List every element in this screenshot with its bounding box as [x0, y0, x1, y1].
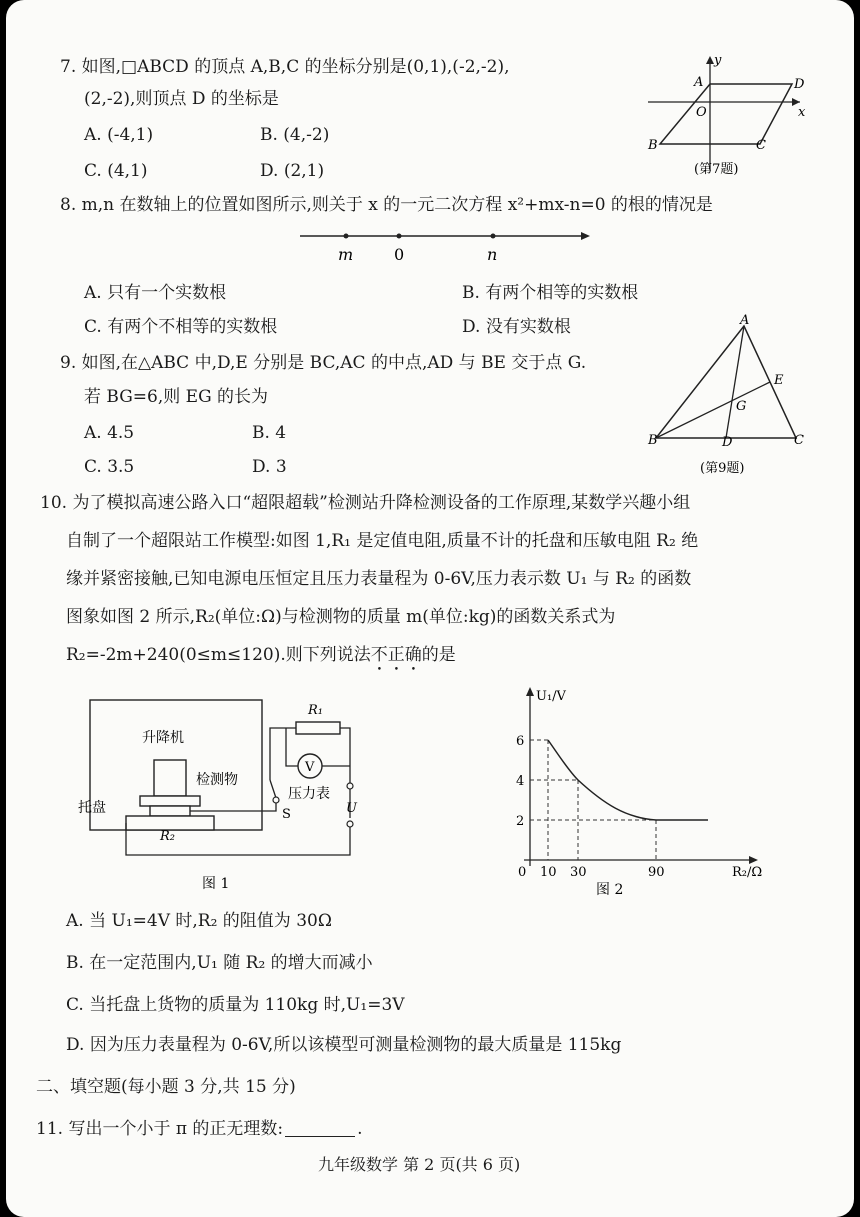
voltage-u-label: U [346, 801, 357, 816]
label-c: C [794, 433, 804, 448]
q11-end: . [357, 1119, 363, 1139]
chart-y-label: U₁/V [536, 689, 566, 704]
q11-answer-blank[interactable] [285, 1120, 355, 1137]
point-zero [397, 234, 402, 239]
y-tick-label-2: 6 [516, 734, 525, 749]
q10-line3: 缘并紧密接触,已知电源电压恒定且压力表量程为 0-6V,压力表示数 U₁ 与 R₂ 的函数 [66, 569, 692, 589]
label-zero: 0 [394, 245, 405, 264]
q8-option-c: C. 有两个不相等的实数根 [84, 317, 278, 337]
page-footer: 九年级数学 第 2 页(共 6 页) [318, 1155, 521, 1174]
section-2-heading: 二、填空题(每小题 3 分,共 15 分) [36, 1077, 296, 1097]
q7-caption: (第7题) [694, 162, 739, 177]
q8-number-line [296, 222, 596, 266]
x-tick-label-3: 90 [648, 865, 665, 880]
q7-option-d: D. (2,1) [260, 161, 325, 181]
exam-page [6, 0, 854, 1217]
label-x: x [798, 105, 806, 120]
r1-resistor [296, 722, 340, 734]
q10-line5-end: 的是 [421, 645, 456, 665]
wire-left [270, 728, 296, 780]
q9-figure [636, 312, 816, 478]
number-line-arrow [581, 232, 590, 240]
q9-option-b: B. 4 [252, 423, 287, 443]
label-e: E [774, 373, 784, 388]
meter-label: 压力表 [288, 786, 330, 802]
figure-2-caption: 图 2 [596, 882, 624, 898]
q8-option-b: B. 有两个相等的实数根 [462, 283, 639, 303]
q7-figure [640, 52, 820, 180]
x-tick-label-0: 0 [518, 865, 527, 880]
tray-label: 托盘 [78, 800, 106, 816]
y-tick-label-0: 2 [516, 814, 525, 829]
q10-line2: 自制了一个超限站工作模型:如图 1,R₁ 是定值电阻,质量不计的托盘和压敏电阻 R₂ 绝 [66, 531, 699, 551]
point-m [344, 234, 349, 239]
terminal-bottom [347, 821, 353, 827]
q7-option-a: A. (-4,1) [84, 125, 154, 145]
label-d: D [722, 435, 733, 450]
y-axis-arrow [706, 56, 714, 64]
segment-be [656, 382, 770, 438]
tray-plate [140, 796, 200, 806]
chart-y-arrow [526, 687, 534, 696]
q9-line1: 9. 如图,在△ABC 中,D,E 分别是 BC,AC 的中点,AD 与 BE 交于点 G. [60, 353, 587, 373]
q10-figure-1-circuit [76, 690, 376, 898]
switch-s [270, 780, 276, 798]
terminal-top [347, 783, 353, 789]
q8-option-d: D. 没有实数根 [462, 317, 571, 337]
label-n: n [487, 245, 498, 264]
q9-option-a: A. 4.5 [84, 423, 135, 443]
switch-label: S [282, 807, 291, 822]
object-label: 检测物 [196, 772, 238, 788]
voltmeter-v: V [305, 760, 315, 775]
base-block [126, 816, 214, 830]
q9-option-c: C. 3.5 [84, 457, 135, 477]
q7-option-b: B. (4,-2) [260, 125, 330, 145]
q10-figure-2-chart [436, 680, 776, 902]
label-d: D [794, 77, 805, 92]
x-tick-label-1: 10 [540, 865, 557, 880]
q8-option-a: A. 只有一个实数根 [84, 283, 227, 303]
label-b: B [648, 138, 658, 153]
x-tick-label-2: 30 [570, 865, 587, 880]
label-y: y [714, 53, 722, 68]
r2-resistor [150, 806, 190, 816]
label-g: G [736, 399, 747, 414]
chart-x-arrow [749, 856, 758, 864]
q9-option-d: D. 3 [252, 457, 287, 477]
object-block [154, 760, 186, 796]
q10-emphasis-not-correct: 不正确 [370, 645, 422, 665]
q10-line1: 10. 为了模拟高速公路入口“超限超载”检测站升降检测设备的工作原理,某数学兴趣小组 [40, 493, 691, 513]
wire-r2 [190, 802, 276, 811]
q7-line1: 7. 如图,□ABCD 的顶点 A,B,C 的坐标分别是(0,1),(-2,-2), [60, 57, 510, 77]
q9-line2: 若 BG=6,则 EG 的长为 [84, 387, 269, 407]
label-o: O [696, 105, 707, 120]
q7-option-c: C. (4,1) [84, 161, 148, 181]
q10-line4: 图象如图 2 所示,R₂(单位:Ω)与检测物的质量 m(单位:kg)的函数关系式为 [66, 607, 616, 627]
q9-caption: (第9题) [700, 461, 745, 476]
q10-option-c: C. 当托盘上货物的质量为 110kg 时,U₁=3V [66, 995, 405, 1015]
segment-ad [726, 326, 747, 438]
y-tick-label-1: 4 [516, 774, 525, 789]
point-n [491, 234, 496, 239]
r1-label: R₁ [308, 703, 323, 718]
q7-line2: (2,-2),则顶点 D 的坐标是 [84, 89, 279, 109]
q10-option-d: D. 因为压力表量程为 0-6V,所以该模型可测量检测物的最大质量是 115kg [66, 1035, 622, 1055]
q10-line5 [66, 644, 456, 675]
parallelogram-abcd [660, 84, 792, 144]
chart-x-label: R₂/Ω [732, 865, 763, 880]
label-c: C [756, 138, 766, 153]
r2-label: R₂ [160, 829, 175, 844]
q10-option-a: A. 当 U₁=4V 时,R₂ 的阻值为 30Ω [66, 911, 332, 931]
label-a: A [740, 313, 750, 328]
label-a: A [694, 75, 704, 90]
q10-line5-start: R₂=-2m+240(0≤m≤120).则下列说法 [66, 645, 371, 665]
lift-label: 升降机 [142, 730, 184, 746]
q10-option-b: B. 在一定范围内,U₁ 随 R₂ 的增大而减小 [66, 953, 373, 973]
q11-text: 11. 写出一个小于 π 的正无理数: [36, 1119, 284, 1139]
label-m: m [338, 245, 354, 264]
switch-terminal [273, 797, 279, 803]
figure-1-caption: 图 1 [202, 876, 230, 892]
label-b: B [648, 433, 658, 448]
q11-line [36, 1118, 363, 1140]
q8-stem: 8. m,n 在数轴上的位置如图所示,则关于 x 的一元二次方程 x²+mx-n=0 的根的情况是 [60, 195, 713, 215]
